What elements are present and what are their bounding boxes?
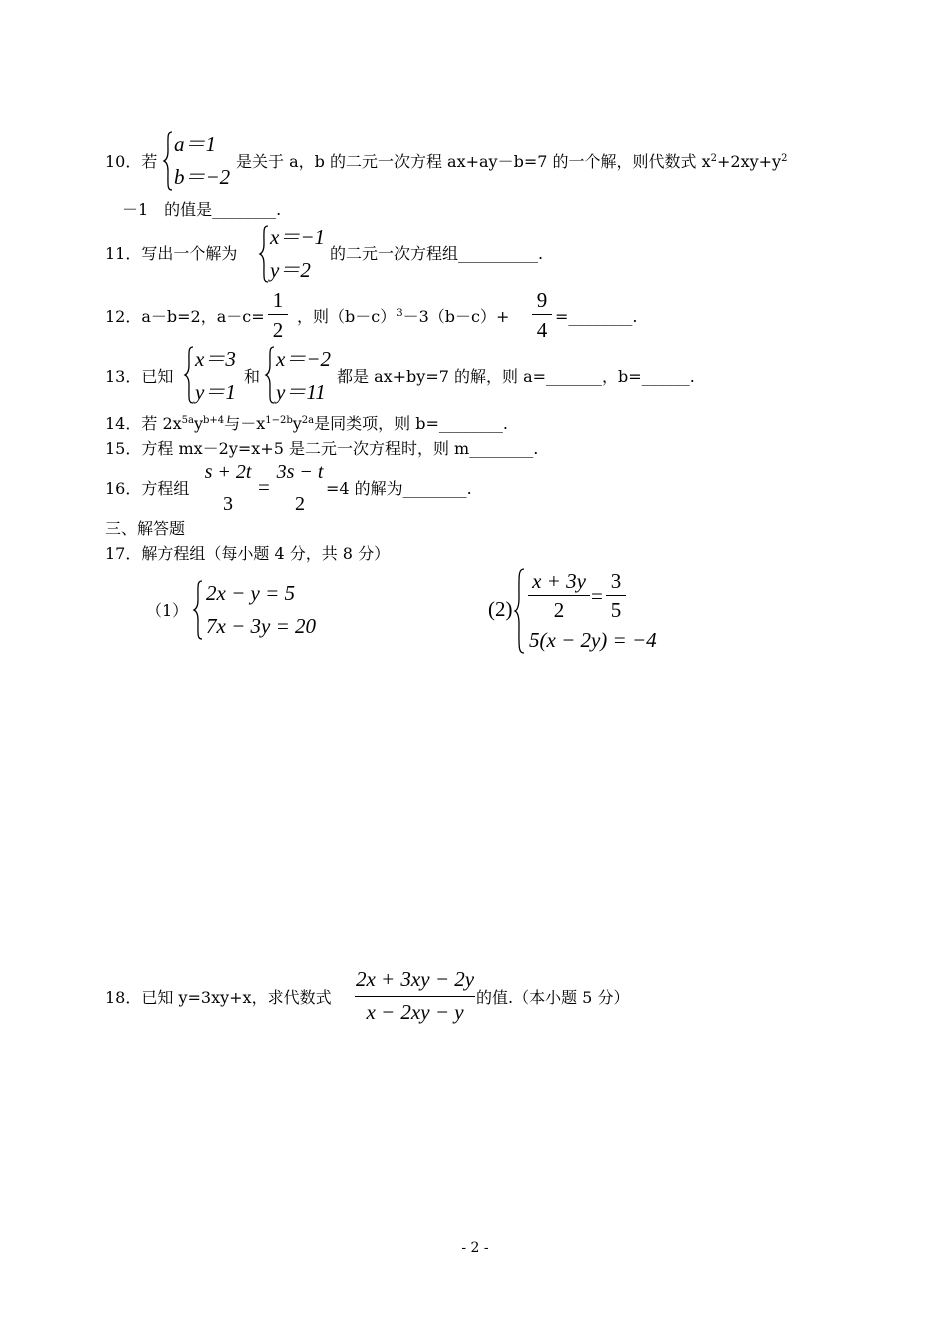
- q18-number: 18．已知 y=3xy+x，求代数式: [105, 988, 332, 1007]
- brace-icon: [259, 225, 269, 283]
- q16-number: 16．方程组: [105, 479, 190, 498]
- q17-p2-frac1-den: 2: [553, 598, 565, 622]
- q17-p1-label: （1）: [146, 601, 189, 620]
- brace-icon: [193, 580, 203, 640]
- q12-frac1-num: 1: [272, 288, 284, 312]
- q17-p2-label: (2): [488, 597, 513, 621]
- q13-sys2-line1: x＝−2: [276, 347, 331, 371]
- q17-p2-frac2-den: 5: [610, 598, 622, 622]
- q17-p1-line1: 2x − y = 5: [206, 581, 295, 605]
- q10-sys-line1: a＝1: [174, 132, 216, 156]
- q16-frac1-den: 3: [223, 493, 233, 515]
- q13-sys2-line2: y＝11: [276, 380, 326, 404]
- q13-sys1-line2: y＝1: [195, 380, 236, 404]
- q10-text: 是关于 a，b 的二元一次方程 ax+ay－b=7 的一个解，则代数式 $x^2+2xy+y^2$: [236, 152, 788, 171]
- q11-sys-line1: x＝−1: [270, 225, 325, 249]
- q18-text: 的值.（本小题 5 分）: [476, 988, 630, 1007]
- fraction-bar: [268, 314, 288, 315]
- fraction-bar: [606, 595, 626, 596]
- q16-frac1-num: s + 2t: [204, 461, 252, 483]
- q18-frac-num: 2x + 3xy − 2y: [355, 967, 475, 991]
- section-heading: 三、解答题: [105, 519, 186, 538]
- brace-icon: [184, 346, 194, 404]
- q10-sys-line2: b＝−2: [174, 165, 231, 189]
- q17-p2-line2: 5(x − 2y) = −4: [529, 628, 657, 652]
- q17-p1-line2: 7x − 3y = 20: [206, 614, 316, 638]
- fraction-bar: [528, 595, 590, 596]
- q13-and: 和: [244, 367, 261, 386]
- q17-title: 17．解方程组（每小题 4 分，共 8 分）: [105, 544, 391, 563]
- brace-icon: [163, 131, 173, 191]
- q16-frac2-den: 2: [295, 493, 305, 515]
- fraction-bar: [532, 314, 552, 315]
- q15-text: 15．方程 mx－2y=x+5 是二元一次方程时，则 m________.: [105, 439, 539, 458]
- q16-equals: =: [258, 475, 270, 499]
- q13-sys1-line1: x＝3: [195, 347, 236, 371]
- q12-part4: =________.: [555, 307, 638, 326]
- q17-p2-equals: =: [591, 584, 603, 608]
- q12-frac2-num: 9: [536, 288, 548, 312]
- q17-p2-frac2-num: 3: [610, 569, 622, 593]
- brace-icon: [514, 568, 525, 654]
- q12-part2: ，则$(b-c)^3-3(b-c)+$: [297, 307, 510, 326]
- q10-number: 10．若: [105, 152, 158, 171]
- q17-p2-frac1-num: x + 3y: [532, 569, 586, 593]
- q16-text: =4 的解为________.: [326, 479, 472, 498]
- q14-text: 14．若 $2x^{5a}y^{b+4}$与$-x^{1-2b}y^{2a}$是同类项，则 b=________.: [105, 414, 508, 433]
- page-number: - 2 -: [461, 1240, 489, 1256]
- q13-number: 13．已知: [105, 367, 174, 386]
- q12-frac1-den: 2: [272, 318, 284, 342]
- q11-text: 的二元一次方程组__________.: [330, 244, 544, 263]
- q11-sys-line2: y＝2: [270, 258, 311, 282]
- fraction-bar: [355, 996, 475, 997]
- q11-number: 11．写出一个解为: [105, 244, 238, 263]
- q12-frac2-den: 4: [536, 318, 548, 342]
- brace-icon: [265, 346, 275, 404]
- q16-frac2-num: 3s − t: [276, 461, 324, 483]
- q10-continuation: －1 的值是________.: [122, 200, 282, 219]
- q12-part1: 12．a－b=2，a－c=: [105, 307, 265, 326]
- q13-text: 都是 ax+by=7 的解，则 a=_______，b=______.: [337, 367, 695, 386]
- q18-frac-den: x − 2xy − y: [366, 1000, 464, 1024]
